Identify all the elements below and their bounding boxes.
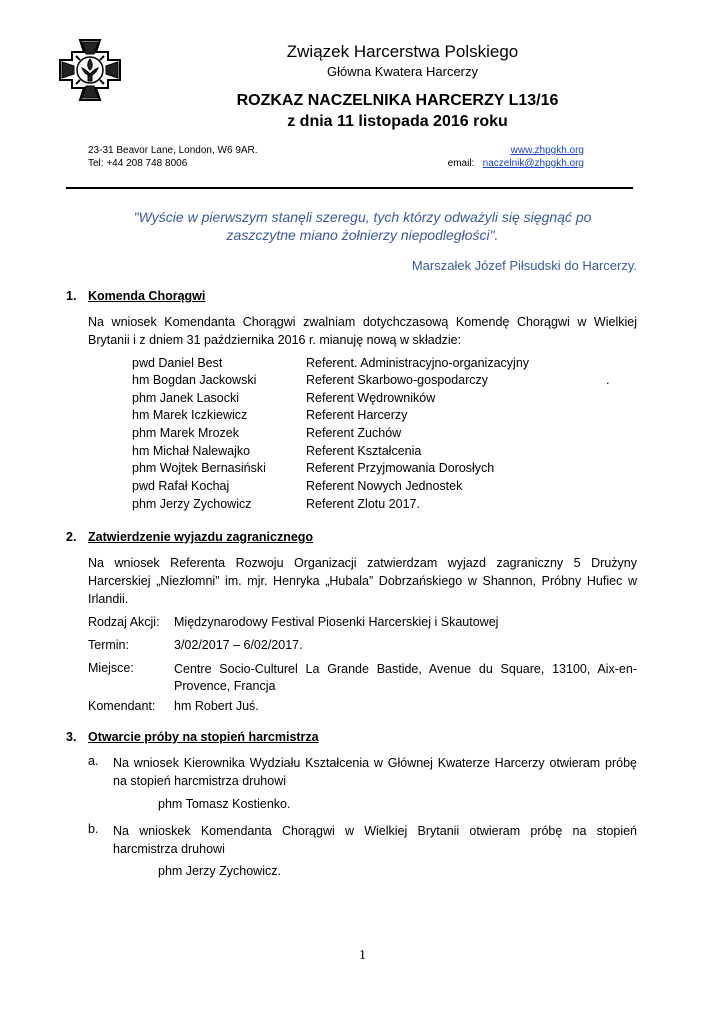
page-number: 1 bbox=[359, 948, 366, 963]
section-2-paragraph: Na wniosek Referenta Rozwoju Organizacji zatwierdzam wyjazd zagraniczny 5 Drużyny Harcerskiej „Niezłomni” im. mjr. Henryka „Hubala” Dobrzańskiego w Shannon, Próbny Hufiec w Irlandii. bbox=[88, 556, 637, 606]
item-letter: b. bbox=[88, 822, 99, 836]
item-letter: a. bbox=[88, 754, 99, 768]
section-number: 2. bbox=[66, 530, 77, 544]
member-name: hm Michał Nalewajko bbox=[132, 444, 251, 458]
item-name: phm Jerzy Zychowicz. bbox=[158, 864, 281, 878]
member-name: phm Wojtek Bernasiński bbox=[132, 461, 266, 475]
email-link[interactable]: naczelnik@zhpgkh.org bbox=[482, 158, 584, 169]
section-2-heading bbox=[66, 530, 313, 544]
item-text: Na wnioskek Komendanta Chorągwi w Wielkiej Brytanii otwieram próbę na stopień harcmistrza druhowi bbox=[113, 824, 637, 856]
email-label: email: bbox=[447, 158, 475, 169]
item-name: phm Tomasz Kostienko. bbox=[158, 797, 291, 811]
member-name: phm Jerzy Zychowicz bbox=[132, 497, 252, 511]
quote-author: Marszałek Józef Piłsudski do Harcerzy. bbox=[411, 258, 637, 273]
quote-text: "Wyście w pierwszym stanęli szeregu, tych którzy odważyli się sięgnąć po zaszczytne miano żołnierzy niepodległości". bbox=[133, 209, 592, 243]
stray-dot: . bbox=[606, 373, 610, 387]
member-name: phm Janek Lasocki bbox=[132, 391, 240, 405]
detail-value: hm Robert Juś. bbox=[174, 699, 259, 713]
detail-label: Miejsce: bbox=[88, 661, 134, 675]
member-name: pwd Rafał Kochaj bbox=[132, 479, 230, 493]
section-1-paragraph: Na wniosek Komendanta Chorągwi zwalniam dotychczasową Komendę Chorągwi w Wielkiej Brytanii i z dniem 31 października 2016 r. mianuję nową w składzie: bbox=[88, 315, 637, 347]
section-number: 1. bbox=[66, 289, 77, 303]
email-row bbox=[448, 158, 584, 169]
section-title: Zatwierdzenie wyjazdu zagranicznego bbox=[88, 530, 314, 544]
section-title: Komenda Chorągwi bbox=[88, 289, 206, 303]
member-role: Referent Wędrowników bbox=[306, 391, 436, 405]
detail-value: 3/02/2017 – 6/02/2017. bbox=[174, 638, 303, 652]
detail-value: Międzynarodowy Festival Piosenki Harcerskiej i Skautowej bbox=[174, 615, 499, 629]
section-3-heading bbox=[66, 730, 319, 744]
document-date: z dnia 11 listopada 2016 roku bbox=[287, 113, 508, 130]
member-role: Referent Zlotu 2017. bbox=[306, 497, 420, 511]
member-name: phm Marek Mrozek bbox=[132, 426, 239, 440]
address: 23-31 Beavor Lane, London, W6 9AR. bbox=[88, 145, 258, 156]
header-divider bbox=[66, 187, 633, 189]
member-name: hm Marek Iczkiewicz bbox=[132, 408, 248, 422]
member-role: Referent Skarbowo-gospodarczy bbox=[306, 373, 489, 387]
document-title: ROZKAZ NACZELNIKA HARCERZY L13/16 bbox=[236, 92, 559, 109]
detail-label: Rodzaj Akcji: bbox=[88, 615, 160, 629]
org-name: Związek Harcerstwa Polskiego bbox=[286, 42, 519, 61]
member-role: Referent Harcerzy bbox=[306, 408, 408, 422]
section-1-heading bbox=[66, 289, 205, 303]
member-name: pwd Daniel Best bbox=[132, 356, 223, 370]
item-text: Na wniosek Kierownika Wydziału Kształcenia w Głównej Kwaterze Harcerzy otwieram próbę na stopień harcmistrza druhowi bbox=[113, 756, 637, 788]
section-number: 3. bbox=[66, 730, 77, 744]
org-subtitle: Główna Kwatera Harcerzy bbox=[327, 64, 478, 79]
member-role: Referent Kształcenia bbox=[306, 444, 422, 458]
detail-value: Centre Socio-Culturel La Grande Bastide, Avenue du Square, 13100, Aix-en-Provence, Francja bbox=[174, 662, 637, 693]
section-title: Otwarcie próby na stopień harcmistrza bbox=[88, 730, 319, 744]
detail-label: Komendant: bbox=[88, 699, 156, 713]
member-role: Referent Nowych Jednostek bbox=[306, 479, 463, 493]
member-name: hm Bogdan Jackowski bbox=[132, 373, 257, 387]
member-role: Referent Przyjmowania Dorosłych bbox=[306, 461, 495, 475]
detail-label: Termin: bbox=[88, 638, 129, 652]
member-role: Referent Zuchów bbox=[306, 426, 402, 440]
website-link[interactable]: www.zhpgkh.org bbox=[510, 145, 584, 156]
telephone: Tel: +44 208 748 8006 bbox=[88, 158, 188, 169]
member-role: Referent. Administracyjno-organizacyjny bbox=[306, 356, 530, 370]
